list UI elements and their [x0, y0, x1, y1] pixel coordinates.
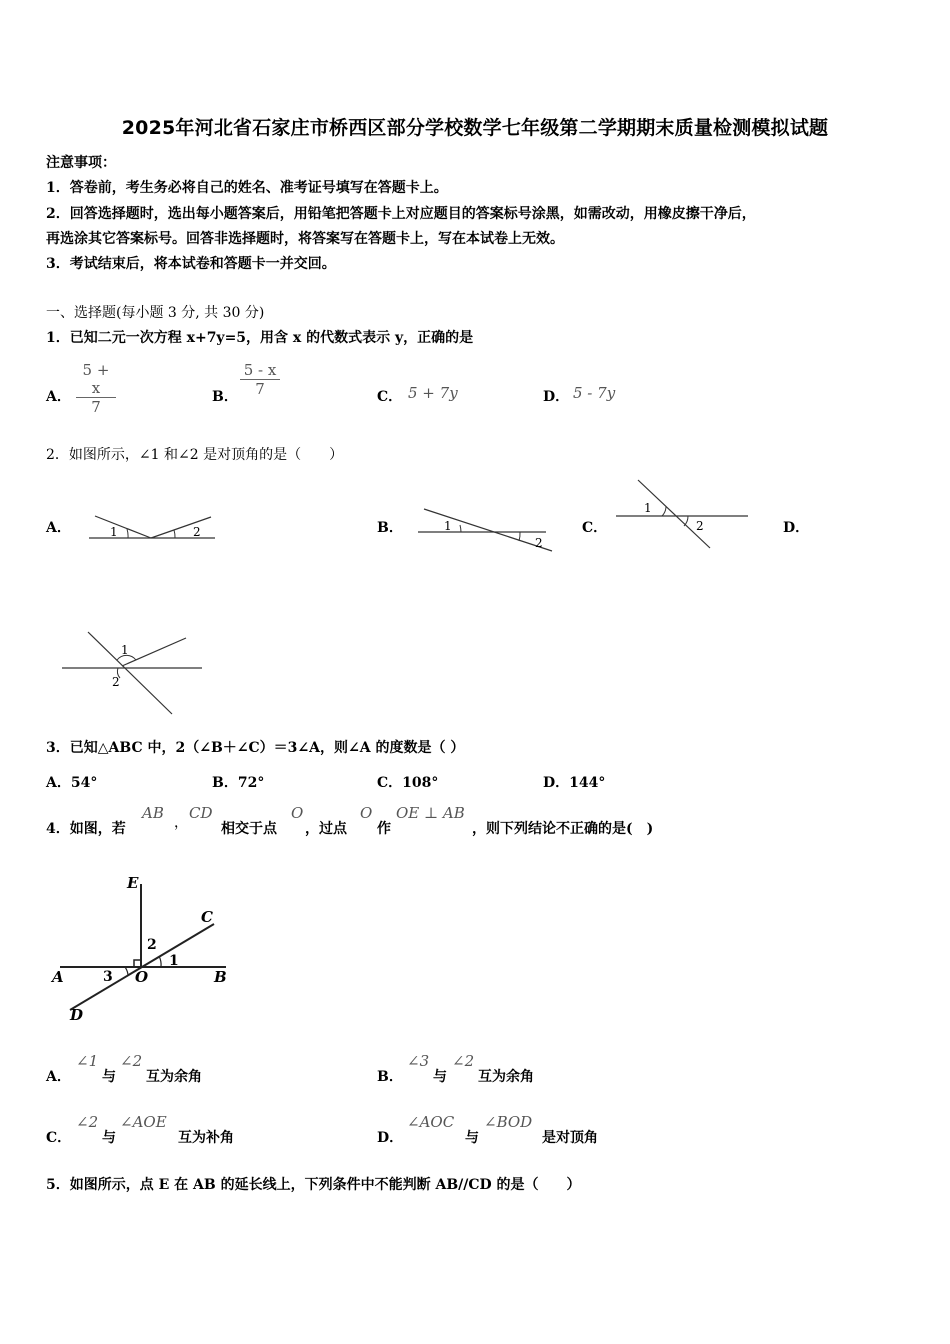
q4-option-b-x: ∠3 [407, 1052, 430, 1070]
q3-option-d: D．144° [543, 775, 606, 791]
q1-a-denominator: 7 [91, 398, 101, 416]
q1-option-d-label: D． [543, 389, 570, 405]
q4-label-d: D [70, 1006, 84, 1024]
q4-label-o: O [135, 968, 149, 986]
q4-stem-oe-perp-ab: OE ⊥ AB [396, 804, 465, 822]
q2-figure-c [614, 478, 754, 553]
q4-stem-mid3: 作 [377, 821, 391, 837]
q4-option-d-label: D． [377, 1130, 404, 1146]
notice-item-2: 2．回答选择题时，选出每小题答案后，用铅笔把答题卡上对应题目的答案标号涂黑，如需改动，用橡皮擦干净后， [46, 206, 756, 222]
q3-option-a: A．54° [46, 775, 98, 791]
q2c-angle-2: 2 [696, 519, 704, 533]
q4-option-b-with: 与 [433, 1069, 447, 1085]
q2b-angle-2: 2 [535, 536, 543, 550]
q4-stem-ab: AB [142, 804, 164, 822]
q2-option-b-label: B． [377, 520, 403, 536]
q4-option-d-rel: 是对顶角 [542, 1130, 598, 1146]
q4-option-c-label: C． [46, 1130, 72, 1146]
q2c-angle-1: 1 [644, 501, 652, 515]
q2-figure-d [60, 630, 205, 718]
q2d-angle-1: 1 [121, 643, 129, 657]
q4-option-a-x: ∠1 [76, 1052, 99, 1070]
q4-option-d-x: ∠AOC [407, 1113, 455, 1131]
q4-option-b-y: ∠2 [452, 1052, 475, 1070]
q2a-angle-2: 2 [193, 525, 201, 539]
section-heading: 一、选择题(每小题 3 分, 共 30 分) [46, 305, 265, 321]
q4-option-c-rel: 互为补角 [178, 1130, 234, 1146]
q4-option-d-y: ∠BOD [484, 1113, 533, 1131]
q4-stem-cd: CD [189, 804, 213, 822]
q1-option-a-label: A． [46, 389, 71, 405]
q1-a-numerator: 5 + x [76, 361, 116, 398]
q2-option-d-label: D． [783, 520, 810, 536]
q4-option-a-label: A． [46, 1069, 71, 1085]
q4-angle-3: 3 [103, 969, 113, 985]
q3-option-c: C．108° [377, 775, 439, 791]
q4-angle-2: 2 [147, 937, 157, 953]
q3-stem: 3．已知△ABC 中，2（∠B＋∠C）＝3∠A，则∠A 的度数是（ ） [46, 740, 465, 756]
notice-item-1: 1．答卷前，考生务必将自己的姓名、准考证号填写在答题卡上。 [46, 180, 448, 196]
q4-stem-prefix: 4．如图，若 [46, 821, 126, 837]
notice-item-2-cont: 再选涂其它答案标号。回答非选择题时，将答案写在答题卡上，写在本试卷上无效。 [46, 231, 564, 247]
q4-option-a-with: 与 [102, 1069, 116, 1085]
q2d-angle-2: 2 [112, 675, 120, 689]
q1-option-c-label: C． [377, 389, 403, 405]
q4-stem-mid1: 相交于点 [221, 821, 277, 837]
q1-option-c-expr: 5 + 7y [408, 384, 458, 402]
q2-figure-a [85, 508, 220, 548]
notice-heading: 注意事项： [46, 155, 116, 171]
q4-stem-o2: O [360, 804, 373, 822]
q4-label-e: E [127, 874, 139, 892]
q1-option-b-fraction [240, 361, 280, 398]
q4-option-b-rel: 互为余角 [478, 1069, 534, 1085]
q4-option-c-y: ∠AOE [120, 1113, 167, 1131]
q4-label-b: B [214, 968, 227, 986]
q4-option-a-y: ∠2 [120, 1052, 143, 1070]
q4-option-c-x: ∠2 [76, 1113, 99, 1131]
q1-stem: 1．已知二元一次方程 x+7y=5，用含 x 的代数式表示 y，正确的是 [46, 330, 474, 346]
notice-item-3: 3．考试结束后，将本试卷和答题卡一并交回。 [46, 256, 336, 272]
q4-stem-suffix: ，则下列结论不正确的是( ) [472, 821, 654, 837]
q4-figure [48, 872, 238, 1027]
page-title: 2025年河北省石家庄市桥西区部分学校数学七年级第二学期期末质量检测模拟试题 [121, 117, 829, 139]
q2-option-c-label: C． [582, 520, 608, 536]
q1-b-denominator: 7 [255, 380, 265, 398]
q2-option-a-label: A． [46, 520, 71, 536]
q4-stem-o1: O [291, 804, 304, 822]
q4-stem-comma: ， [174, 815, 188, 831]
q2b-angle-1: 1 [444, 519, 452, 533]
q2a-angle-1: 1 [110, 525, 118, 539]
q1-option-a-fraction [76, 361, 116, 416]
q2-stem: 2．如图所示，∠1 和∠2 是对顶角的是（ ） [46, 447, 344, 463]
q5-stem: 5．如图所示，点 E 在 AB 的延长线上，下列条件中不能判断 AB//CD 的是（ ） [46, 1177, 581, 1193]
q3-option-b: B．72° [212, 775, 265, 791]
q4-option-c-with: 与 [102, 1130, 116, 1146]
q4-label-a: A [52, 968, 64, 986]
q1-option-d-expr: 5 - 7y [573, 384, 616, 402]
q4-option-d-with: 与 [465, 1130, 479, 1146]
q2-figure-b [414, 505, 559, 557]
q4-option-a-rel: 互为余角 [146, 1069, 202, 1085]
q4-angle-1: 1 [169, 953, 179, 969]
q4-label-c: C [201, 908, 213, 926]
q1-b-numerator: 5 - x [240, 361, 280, 380]
q4-stem-mid2: ，过点 [305, 821, 347, 837]
q4-option-b-label: B． [377, 1069, 403, 1085]
q1-option-b-label: B． [212, 389, 238, 405]
